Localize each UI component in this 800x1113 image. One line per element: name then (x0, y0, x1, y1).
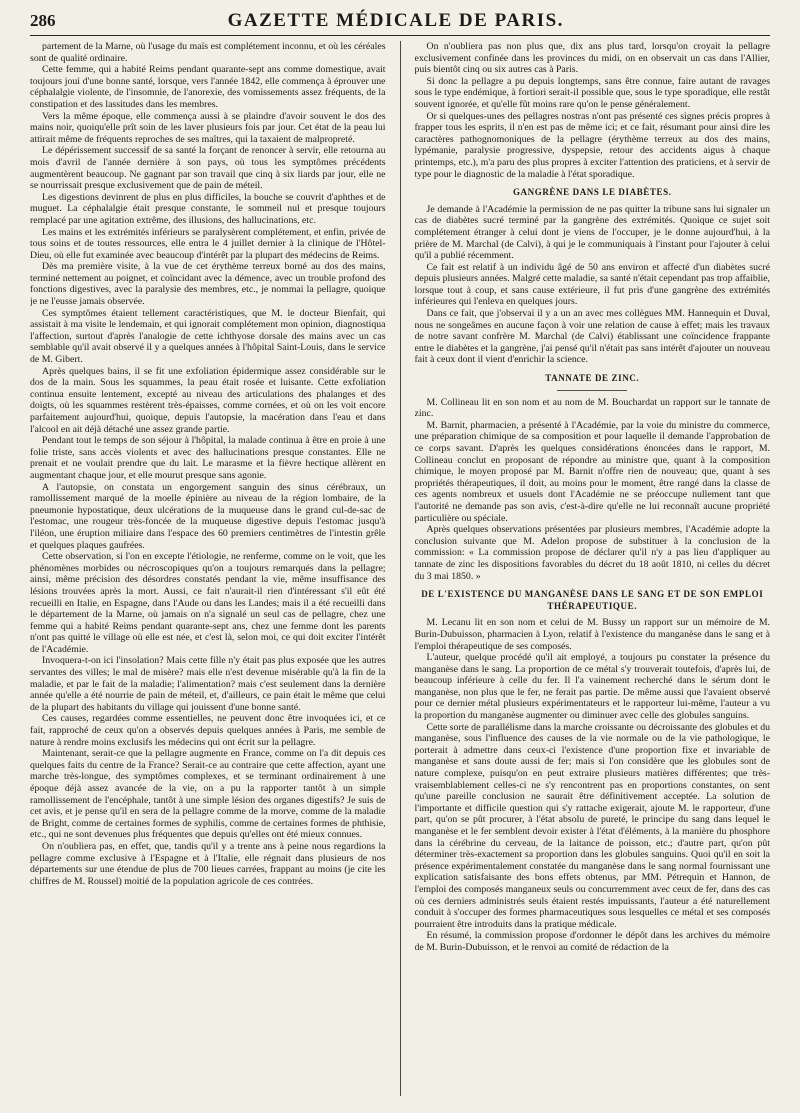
paragraph: Dans ce fait, que j'observai il y a un an avec mes collègues MM. Hannequin et Duval, nous ne songeâmes en aucune façon à voir une relation de cause à effet; mais les travaux de notre savant confrère M. Marchal (de Calvi) établissant une coïncidence frappante entre le diabètes et la gangrène, j'ai pensé qu'il n'était pas sans intérêt d'ajouter un nouveau fait à ceux dont il vient d'enrichir la science. (414, 308, 771, 366)
paragraph: Cette sorte de parallélisme dans la marche croissante ou décroissante des globules et du manganèse, sous l'influence des causes de la vie normale ou de la vie pathologique, le porterait à admettre dans ceux-ci l'existence d'une proportion fixe et invariable de manganèse et sans doute aussi de fer; mais si l'on considère que les globules sont de nature complexe, puisqu'on en peut extraire plusieurs matières différentes; que très-vraisemblablement celles-ci ne s'y rencontrent pas en proportions constantes, on sent qu'une pareille conclusion ne saurait être définitivement acceptée. La solution de l'importante et difficile question qui s'y rattache exigerait, ajoute M. le rapporteur, d'une part, qu'on se pût procurer, à l'état absolu de pureté, le principe du sang dans lequel le manganèse et le fer semblent devoir exister à l'état d'éléments, à la manière du phosphore dans la cérébrine du cerveau, de la laitance de poisson, etc.; d'autre part, qu'on pût déterminer très-exactement sa proportion dans les globules sanguins. Quoi qu'il en soit la présence expérimentalement constatée du manganèse dans le sang normal fournissant une explication satisfaisante des bons effets obtenus, par MM. Pétrequin et Hannon, de l'emploi des composés manganeux seuls ou concurremment avec ceux de fer, dans des cas où ces derniers administrés seuls étaient restés impuissants, l'auteur a été naturellement conduit à s'occuper des formes pharmaceutiques sous lesquelles ce métal et ses composés pourraient être introduits dans la pratique médicale. (414, 721, 771, 930)
paragraph: Si donc la pellagre a pu depuis longtemps, sans être connue, faire autant de ravages sous le type endémique, à fortiori serait-il possible que, sous le type sporadique, elle restât souvent ignorée, et qu'elle fût moins rare qu'on le pense généralement. (414, 75, 771, 110)
paragraph: M. Lecanu lit en son nom et celui de M. Bussy un rapport sur un mémoire de M. Burin-Dubuisson, pharmacien à Lyon, relatif à l'existence du manganèse dans le sang et à l'emploi thérapeutique de ses composés. (414, 617, 771, 652)
column-divider (400, 41, 401, 1096)
paragraph: L'auteur, quelque procédé qu'il ait employé, a toujours pu constater la présence du manganèse dans le sang. La proportion de ce métal s'y trouverait toutefois, d'après lui, de beaucoup inférieure à celle du fer. Il l'a vainement recherché dans le sérum dont le manganèse, non plus que le fer, ne ferait pas partie. De même aussi que l'avaient observé pour ce dernier métal plusieurs expérimentateurs et le rapporteur lui-même, l'auteur a vu la proportion du manganèse augmenter ou diminuer avec celle des globules sanguins. (414, 652, 771, 722)
paragraph: Après quelques bains, il se fit une exfoliation épidermique assez considérable sur le dos de la main. Sous les squammes, la peau était rosée et luisante. Cette exfoliation continua ensuite lentement, excepté au niveau des articulations des phalanges et des doigts, où les squammes restèrent très-épaisses, comme cornées, et où on les voit encore parfaitement aujourd'hui, quoique, depuis l'autopsie, la macération dans l'eau et dans l'alcool en ait déjà détaché une assez grande partie. (30, 365, 386, 435)
paragraph: Après quelques observations présentées par plusieurs membres, l'Académie adopte la conclusion suivante que M. Adelon propose de substituer à la conclusion de la commission: « La commission propose de déclarer qu'il n'y a pas lieu d'appliquer au tannate de zinc les dispositions favorables du décret du 18 août 1810, ni celles du décret du 3 mai 1850. » (414, 524, 771, 582)
paragraph: A l'autopsie, on constata un engorgement sanguin des sinus cérébraux, un ramollissement marqué de la moelle épinière au niveau de la région lombaire, de la pneumonie hypostatique, deux ulcérations de la muqueuse dans le grand cul-de-sac de l'estomac, une rougeur très-foncée de la muqueuse digestive depuis l'estomac jusqu'à l'iléon, une éruption miliaire dans l'espace des 60 premiers centimètres de l'intestin grêle et quelques plaques gaufrées. (30, 481, 386, 551)
paragraph: En résumé, la commission propose d'ordonner le dépôt dans les archives du mémoire de M. Burin-Dubuisson, et le renvoi au comité de rédaction de la (414, 930, 771, 953)
paragraph: Invoquera-t-on ici l'insolation? Mais cette fille n'y était pas plus exposée que les autres servantes des villes; le mal de misère? mais elle n'est devenue misérable qu'à la fin de la maladie, et par le fait de la maladie; l'alimentation? mais c'est seulement dans la dernière année qu'elle a été nourrie de pain de méteil, et, d'ailleurs, ce pain était le même que celui de la plupart des habitants du village qui jouissent d'une bonne santé. (30, 655, 386, 713)
paragraph: Pendant tout le temps de son séjour à l'hôpital, la malade continua à être en proie à une folie triste, sans accès violents et avec des hallucinations presque constantes. Elle ne prenait et ne voulait prendre que du lait. Le marasme et la fièvre hectique allèrent en augmentant chaque jour, et elle mourut presque sans agonie. (30, 435, 386, 481)
page-number: 286 (30, 11, 56, 30)
paragraph: Vers la même époque, elle commença aussi à se plaindre d'avoir souvent le dos des mains noir, quoiqu'elle prît soin de les laver plusieurs fois par jour. Cet état de la peau lui attirait même de fréquents reproches de ses maîtres, qui la taxaient de malpropreté. (30, 110, 386, 145)
paragraph: partement de la Marne, où l'usage du maïs est complétement inconnu, et où les céréales sont de qualité ordinaire. (30, 41, 386, 64)
paragraph: Maintenant, serait-ce que la pellagre augmente en France, comme on l'a dit depuis ces quelques faits du centre de la France? Serait-ce au contraire que cette affection, ayant une marche très-longue, des symptômes complexes, et se terminant ordinairement à une époque déjà assez avancée de la vie, on a pu la rapporter tantôt à un simple ramollissement de l'encéphale, tantôt à une simple lésion des organes digestifs? Je suis de cet avis, et je pense qu'il en sera de la pellagre comme de la morve, comme de la maladie de Bright, comme de certaines formes de syphilis, comme de certaines formes de phthisie, etc., qui ne sont devenues plus fréquentes que depuis qu'elles ont été mieux connues. (30, 748, 386, 841)
article-columns (30, 41, 770, 1096)
paragraph: Les mains et les extrémités inférieurs se paralysèrent complétement, et enfin, privée de tous soins et de toutes ressources, elle entra le 4 juillet dernier à la clinique de l'Hôtel-Dieu, où elle fut examinée avec beaucoup d'intérêt par la plupart des médecins de Reims. (30, 226, 386, 261)
section-heading: GANGRÈNE DANS LE DIABÈTES. (512, 187, 672, 198)
page-header (30, 10, 770, 36)
paragraph: On n'oubliera pas non plus que, dix ans plus tard, lorsqu'on croyait la pellagre exclusivement confinée dans les provinces du midi, on en observait un cas dans l'Allier, puis bientôt cinq ou six autres cas à Paris. (414, 41, 771, 76)
paragraph: M. Barnit, pharmacien, a présenté à l'Académie, par la voie du ministre du commerce, une préparation chimique de sa composition et pour laquelle il demande l'approbation de ce corps savant. D'après les quelques considérations énoncées dans le rapport, M. Collineau conclut en proposant de répondre au ministre que, quant à la composition chimique, le moyen proposé par M. Barnit n'offre rien de nouveau; que, quant à ses propriétés thérapeutiques, il doit, au moins pour le moment, être rangé dans la classe de ces agents nombreux et usuels dont l'Académie ne se préoccupe nullement tant que l'autorité ne demande pas son avis, c'est-à-dire qu'elle ne lui reconnaît aucune propriété particulière ou spéciale. (414, 419, 771, 524)
paragraph: Le dépérissement successif de sa santé la forçant de renoncer à servir, elle retourna au mois d'avril de l'année dernière à son pays, où tous les symptômes précédents augmentèrent beaucoup. Ne gagnant par son travail que cinq à six liards par jour, elle ne se nourrissait presque exclusivement que de pain de méteil. (30, 145, 386, 192)
section-rule (557, 390, 627, 391)
right-column (415, 41, 771, 1096)
section-heading: TANNATE DE ZINC. (545, 373, 640, 384)
paragraph: Cette femme, qui a habité Reims pendant quarante-sept ans comme domestique, avait toujours joui d'une bonne santé, lorsque, vers l'année 1842, elle commença à éprouver une céphalalgie violente, de l'insomnie, de l'anorexie, des vomissements assez fréquents, de la constipation et des lassitudes dans les membres. (30, 64, 386, 110)
paragraph: Ce fait est relatif à un individu âgé de 50 ans environ et affecté d'un diabètes sucré depuis plusieurs années. Malgré cette maladie, sa santé n'était cependant pas trop affaiblie, lorsque tout à coup, et sans cause extérieure, il fut pris d'une gangrène des extrémités inférieures qui l'enleva en quelques jours. (414, 261, 771, 308)
paragraph: Ces symptômes étaient tellement caractéristiques, que M. le docteur Bienfait, qui assistait à ma visite le lendemain, et qui ignorait complétement mon opinion, diagnostiqua l'affection, surtout d'après l'analogie de cette ichthyose dorsale des mains avec un cas semblable qu'il avait observé il y a quelques années à l'hôpital Saint-Louis, dans le service de M. Gibert. (30, 307, 386, 366)
left-column (30, 41, 386, 1096)
paragraph: Or si quelques-unes des pellagres nostras n'ont pas présenté ces signes précis propres à frapper tous les esprits, il n'en est pas de même ici; et ce fait, résumant pour ainsi dire les caractères pathognomoniques de la pellagre (érythème terreux au dos des mains, lypémanie, paralysie progressive, dyspepsie, retour des accidents aigus à chaque printemps, etc.), m'a paru des plus propres à exciter l'attention des praticiens, et à servir de type pour le diagnostic de la maladie à l'état sporadique. (414, 110, 771, 180)
paragraph: Les digestions devinrent de plus en plus difficiles, la bouche se couvrit d'aphthes et de muguet. La céphalalgie était presque constante, le sommeil nul et presque toujours remplacé par une agitation extrême, des illusions, des hallucinations, etc. (30, 191, 386, 226)
paragraph: Cette observation, si l'on en excepte l'étiologie, ne renferme, comme on le voit, que les phénomènes morbides ou nécroscopiques qu'on a toujours remarqués dans la pellagre; ainsi, même précision des désordres constatés pendant la vie, même insuffisance des lésions trouvées après la mort. Aussi, ce fait n'aurait-il rien d'intéressant s'il eût été recueilli en Italie, en Espagne, dans l'Aude ou dans les Landes; mais il a été recueilli dans le département de la Marne, où jamais on n'a signalé un seul cas de pellagre, chez une femme qui a habité Reims pendant quarante-sept ans, chez une femme dont les parents n'ont pas quitté le village où elle est née, et c'est là, selon moi, ce qui doit exciter l'intérêt de l'Académie. (30, 551, 386, 655)
paragraph: Dès ma première visite, à la vue de cet érythème terreux borné au dos des mains, terminé nettement au poignet, et coïncidant avec la démence, avec un trouble profond des fonctions digestives, avec la paralysie des membres, etc., je nommai la pellagre, quoique je ne l'eusse jamais observée. (30, 261, 386, 308)
paragraph: On n'oubliera pas, en effet, que, tandis qu'il y a trente ans à peine nous regardions la pellagre comme exclusive à l'Espagne et à l'Italie, elle régnait dans plusieurs de nos départements sur une étendue de plus de 700 lieues carrées, frappant au moins (je cite les chiffres de M. Roussel) moitié de la population agricole de ces contrées. (30, 840, 386, 887)
journal-title: GAZETTE MÉDICALE DE PARIS. (227, 10, 564, 31)
paragraph: M. Collineau lit en son nom et au nom de M. Bouchardat un rapport sur le tannate de zinc. (414, 396, 771, 420)
paragraph: Ces causes, regardées comme essentielles, ne peuvent donc être invoquées ici, et ce fait, rapproché de ceux qu'on a observés depuis quelques années à Paris, me semble de nature à rendre moins exclusifs les médecins qui ont écrit sur la pellagre. (30, 713, 386, 748)
paragraph: Je demande à l'Académie la permission de ne pas quitter la tribune sans lui signaler un cas de diabètes sucré terminé par la gangrène des extrémités. Quoique ce sujet soit complétement étranger à celui dont je viens de l'occuper, je le donne aujourd'hui, à la prière de M. Marchal (de Calvi), à qui je le communiquais à l'instant pour l'ajouter à celui qu'il a publié récemment. (414, 203, 771, 262)
section-heading: DE L'EXISTENCE DU MANGANÈSE DANS LE SANG ET DE SON EMPLOI THÉRAPEUTIQUE. (421, 589, 764, 611)
